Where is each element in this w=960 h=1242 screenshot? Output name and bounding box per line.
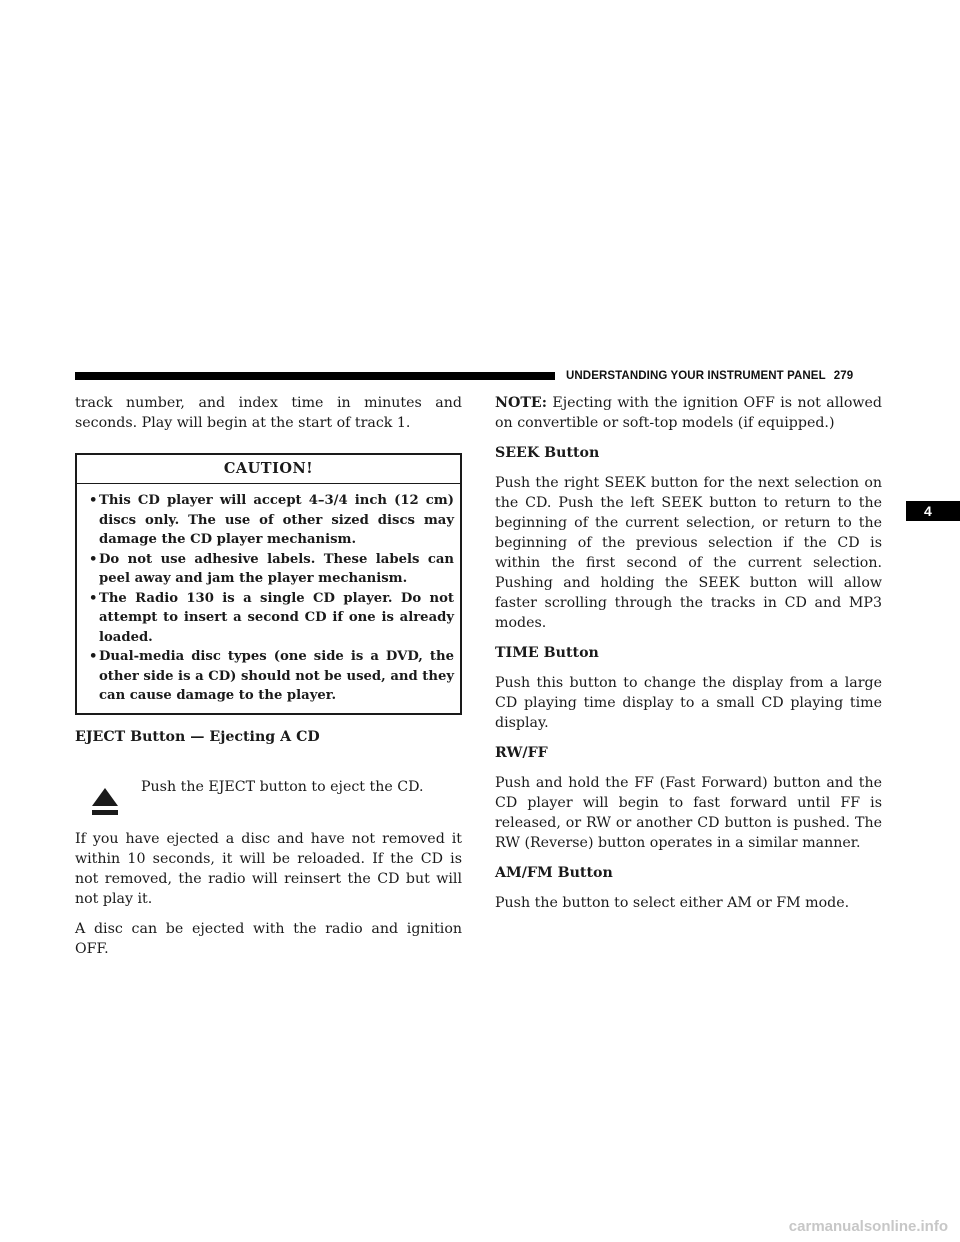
chapter-tab[interactable]: 4 [906, 501, 960, 521]
eject-heading: EJECT Button — Ejecting A CD [75, 728, 320, 745]
right-column [495, 393, 882, 913]
note-label: NOTE: [495, 395, 547, 411]
rwff-paragraph: Push and hold the FF (Fast Forward) button and the CD player will begin to fast forward until FF is released, or RW or another CD button is pushed. The RW (Reverse) button operates in a similar manner. [495, 775, 882, 851]
note-text: Ejecting with the ignition OFF is not allowed on convertible or soft-top models (if equipped.) [495, 395, 882, 431]
left-column [75, 393, 462, 959]
header-title: UNDERSTANDING YOUR INSTRUMENT PANEL [566, 370, 826, 382]
running-header [566, 370, 853, 382]
eject-row [75, 759, 462, 819]
time-paragraph: Push this button to change the display from a large CD playing time display to a small CD playing time display. [495, 675, 882, 731]
seek-paragraph: Push the right SEEK button for the next selection on the CD. Push the left SEEK button to return to the beginning of the current selection, or return to the beginning of the previous selection if the CD is within the first second of the current selection. Pushing and holding the SEEK button will allow faster scrolling through the tracks in CD and MP3 modes. [495, 475, 882, 631]
caution-item: • Do not use adhesive labels. These labels can peel away and jam the player mechanism. [89, 551, 454, 586]
caution-item: • The Radio 130 is a single CD player. Do not attempt to insert a second CD if one is already loaded. [89, 590, 454, 645]
eject-instruction: Push the EJECT button to eject the CD. [141, 778, 424, 795]
note-paragraph [495, 393, 882, 433]
reload-paragraph: If you have ejected a disc and have not removed it within 10 seconds, it will be reloaded. If the CD is not removed, the radio will reinsert the CD but will not play it. [75, 830, 462, 907]
intro-paragraph: track number, and index time in minutes and seconds. Play will begin at the start of track 1. [75, 395, 462, 431]
watermark: carmanualsonline.info [788, 1218, 948, 1235]
caution-item: • This CD player will accept 4–3/4 inch (12 cm) discs only. The use of other sized discs may damage the CD player mechanism. [89, 493, 454, 547]
time-heading: TIME Button [495, 645, 599, 661]
page-number: 279 [833, 370, 854, 382]
caution-list [77, 484, 460, 713]
caution-box [75, 453, 462, 715]
amfm-paragraph: Push the button to select either AM or FM mode. [495, 895, 850, 911]
header-rule [75, 372, 555, 380]
caution-title: CAUTION! [77, 455, 460, 484]
rwff-heading: RW/FF [495, 745, 548, 761]
seek-heading: SEEK Button [495, 445, 600, 461]
caution-item: • Dual-media disc types (one side is a DVD, the other side is a CD) should not be used, and they can cause damage to the player. [89, 649, 454, 703]
amfm-heading: AM/FM Button [495, 865, 613, 881]
eject-off-paragraph: A disc can be ejected with the radio and ignition OFF. [75, 920, 462, 957]
eject-icon [91, 786, 119, 818]
